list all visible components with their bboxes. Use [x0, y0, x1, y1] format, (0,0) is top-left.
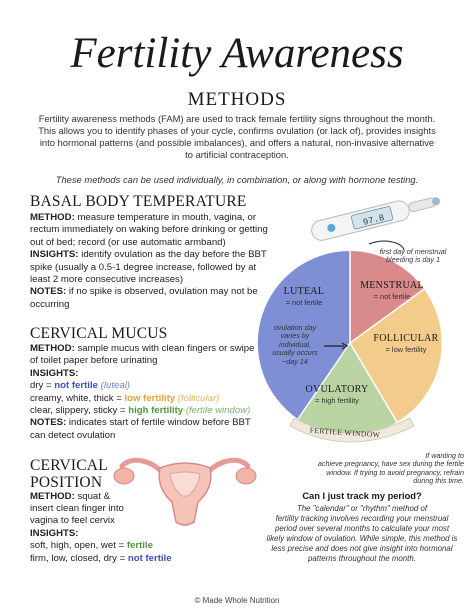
faq-question: Can I just track my period?	[302, 491, 422, 501]
intro-line: This allows you to identify phases of your cycle, confirms ovulation (or lack of), provides insights	[38, 125, 436, 136]
menstrual-sub: = not fertile	[373, 292, 411, 301]
bbt-heading: BASAL BODY TEMPERATURE	[30, 193, 247, 210]
intro-paragraph	[30, 113, 444, 161]
bbt-notes	[30, 286, 274, 311]
thermometer-icon	[300, 193, 450, 241]
intro-note: These methods can be used individually, in combination, or along with hormone testing.	[55, 174, 419, 185]
bbt-method	[30, 212, 274, 249]
intro-line: into hormonal patterns (and possible imbalances), and offers a natural, non-invasive alternative	[39, 137, 435, 148]
follicular-label: FOLLICULAR	[373, 333, 439, 344]
text: sample mucus with clean fingers or swipe of toilet paper before urinating	[30, 343, 255, 367]
mucus-heading: CERVICAL MUCUS	[30, 325, 168, 342]
label: NOTES:	[30, 286, 67, 298]
footer-credit: © Made Whole Nutrition	[194, 596, 280, 605]
text: measure temperature in mouth, vagina, or rectum immediately on waking before drinking or getting out of bed; record (or use automatic armband)	[30, 212, 268, 248]
mucus-insights-label: INSIGHTS:	[30, 367, 79, 379]
page-subtitle: METHODS	[187, 89, 287, 110]
faq-answer: The "calendar" or "rhythm" method of fertility tracking involves recording your menstrual period over several months to calculate your most likely window of ovulation. While simple, this method is less precise and does not give insight into hormonal patterns throughout the month.	[266, 504, 458, 563]
follicular-sub: = low fertility	[385, 345, 427, 354]
uterus-icon	[110, 444, 260, 534]
bbt-body	[30, 212, 274, 311]
mucus-row-creamy: creamy, white, thick = low fertility (follicular)	[30, 392, 220, 404]
fertile-window-label: FERTILE WINDOW	[309, 425, 381, 440]
intro-line: Fertility awareness methods (FAM) are used to track female fertility signs throughout the month.	[38, 113, 436, 124]
text: identify ovulation as the day before the BBT spike (usually a 0.5-1 degree increase, followed by at least 2 more consecutive increases)	[30, 249, 267, 286]
position-row-fertile: soft, high, open, wet = fertile	[30, 540, 153, 552]
text: if no spike is observed, ovulation may not be occurring	[30, 286, 258, 310]
mucus-body	[30, 343, 262, 442]
ovulatory-label: OVULATORY	[305, 384, 369, 395]
menstrual-label: MENSTRUAL	[360, 280, 424, 291]
mucus-row-dry: dry = not fertile (luteal)	[30, 380, 130, 392]
intro-line: to artificial contraception.	[185, 149, 289, 160]
mucus-notes	[30, 417, 262, 442]
thermometer-reading: 97.8	[362, 212, 386, 228]
ovulatory-sub: = high fertility	[315, 396, 359, 405]
luteal-label: LUTEAL	[283, 286, 325, 297]
position-body: insert clean finger into vagina to feel cervix INSIGHTS: soft, high, open, wet = fertile firm, low, closed, dry = not fertile	[30, 503, 270, 565]
luteal-sub: = not fertile	[285, 298, 323, 307]
position-heading: CERVICAL POSITION	[30, 457, 108, 491]
label: NOTES:	[30, 417, 67, 429]
ovulation-day-note: ovulation day varies by individual, usually occurs ~day 14	[272, 323, 318, 366]
bbt-insights	[30, 249, 274, 286]
label: METHOD:	[30, 343, 75, 354]
mucus-row-clear: clear, slippery, sticky = high fertility (fertile window)	[30, 405, 251, 417]
mucus-method	[30, 343, 262, 368]
page-title: Fertility Awareness	[70, 30, 404, 77]
day1-note: first day of menstrual bleeding is day 1	[379, 247, 447, 265]
text: indicates start of fertile window before BBT can detect ovulation	[30, 417, 251, 441]
position-row-not-fertile: firm, low, closed, dry = not fertile	[30, 552, 172, 564]
position-method: METHOD: squat &	[30, 491, 110, 502]
label: METHOD:	[30, 212, 75, 223]
label: INSIGHTS:	[30, 249, 79, 261]
pregnancy-note: If wanting to achieve pregnancy, have sex during the fertile window. If trying to avoid pregnancy, refrain during this time.	[317, 451, 464, 486]
